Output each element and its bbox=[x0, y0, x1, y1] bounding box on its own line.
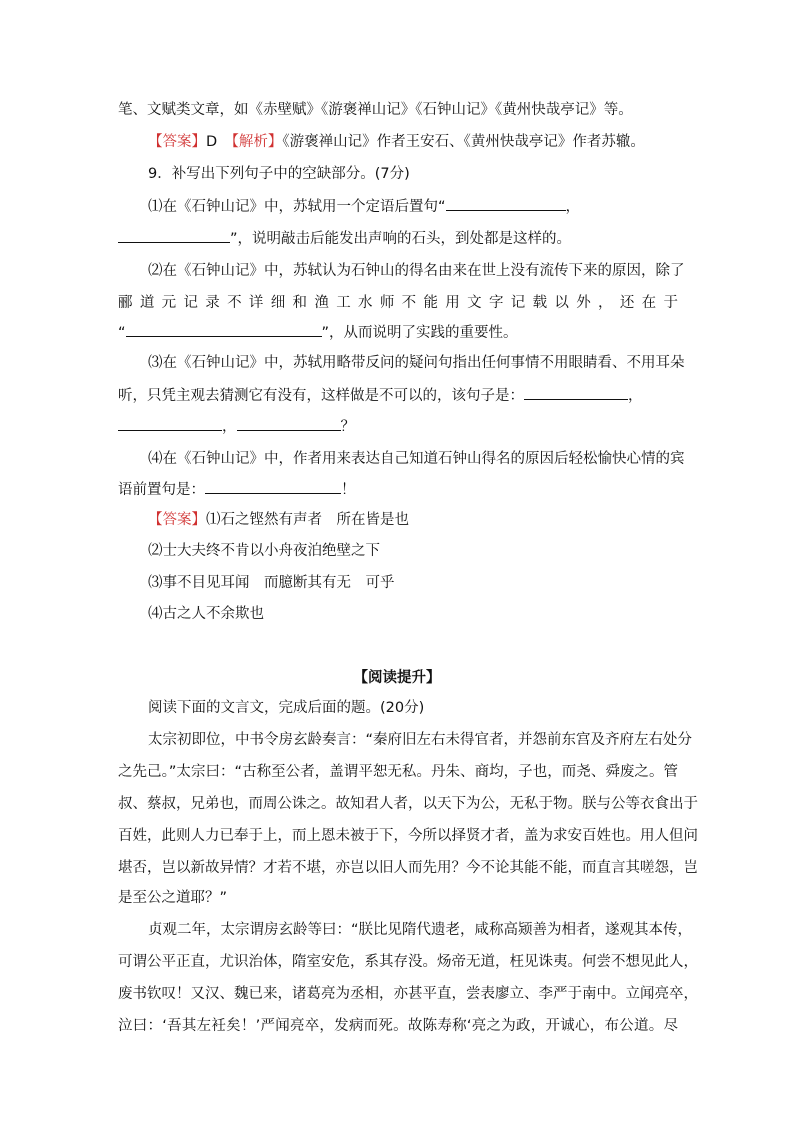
analysis-text: 《游褒禅山记》作者王安石、《黄州快哉亭记》作者苏辙。 bbox=[282, 134, 645, 150]
text-fragment: ”，从而说明了实践的重要性。 bbox=[321, 325, 518, 341]
passage-line: 太宗初即位，中书令房玄龄奏言：“秦府旧左右未得官者，并怨前东宫及齐府左右处分 bbox=[148, 732, 693, 748]
answer-tag: 【答案】 bbox=[148, 134, 206, 150]
passage-line: 堪否，岂以新故异情？才若不堪，亦岂以旧人而先用？今不论其能不能，而直言其嗟怨，岂 bbox=[118, 860, 698, 876]
question-9-item-2: ⑵在《石钟山记》中，苏轼认为石钟山的得名由来在世上没有流传下来的原因，除了 bbox=[148, 263, 685, 279]
fill-blank[interactable] bbox=[446, 196, 566, 211]
question-9-item-3: ⑶在《石钟山记》中，苏轼用略带反问的疑问句指出任何事情不用眼睛看、不用耳朵 bbox=[148, 355, 685, 371]
question-9-item-1 bbox=[148, 196, 678, 217]
text-fragment: ？ bbox=[340, 419, 355, 435]
q9-answer-line-2: ⑵士大夫终不肯以小舟夜泊绝壁之下 bbox=[148, 543, 380, 559]
passage-line: 可谓公平正直，尤识治体，隋室安危，系其存没。炀帝无道，枉见诛夷。何尝不想见此人， bbox=[118, 954, 698, 970]
text-line: 笔、文赋类文章，如《赤壁赋》《游褒禅山记》《石钟山记》《黄州快哉亭记》等。 bbox=[118, 102, 633, 118]
fill-blank[interactable] bbox=[118, 416, 222, 431]
fill-blank[interactable] bbox=[237, 416, 341, 431]
passage-line: 贞观二年，太宗谓房玄龄等曰：“朕比见隋代遗老，咸称高颎善为相者，遂观其本传， bbox=[148, 922, 693, 938]
text-fragment: ”，说明敲击后能发出声响的石头，到处都是这样的。 bbox=[230, 231, 572, 247]
fill-blank[interactable] bbox=[205, 479, 341, 494]
passage-line: 之先己。”太宗曰：“古称至公者，盖谓平恕无私。丹朱、商均，子也，而尧、舜废之。管 bbox=[118, 764, 678, 780]
text-fragment: 听，只凭主观去猜测它有没有，这样做是不可以的，该句子是： bbox=[118, 388, 524, 404]
question-9-stem: 9．补写出下列句子中的空缺部分。(7分) bbox=[148, 166, 410, 182]
text-fragment: ， bbox=[222, 419, 237, 435]
passage-line: 废书钦叹！又汉、魏已来，诸葛亮为丞相，亦甚平直，尝表廖立、李严于南中。立闻亮卒， bbox=[118, 986, 698, 1002]
question-9-item-3-cont bbox=[118, 385, 678, 406]
text-fragment: ！ bbox=[341, 482, 356, 498]
q9-answer-line-3: ⑶事不目见耳闻 而臆断其有无 可乎 bbox=[148, 575, 395, 591]
text-fragment: ， bbox=[628, 388, 643, 404]
q8-answer-line bbox=[148, 132, 708, 152]
question-9-item-3-blank-line bbox=[118, 416, 678, 437]
question-9-item-4-cont bbox=[118, 479, 678, 500]
section-title: 【阅读提升】 bbox=[353, 670, 441, 686]
passage-line: 泣曰：‘吾其左衽矣！’严闻亮卒，发病而死。故陈寿称‘亮之为政，开诚心，布公道。尽 bbox=[118, 1018, 678, 1034]
question-9-item-1-cont bbox=[118, 228, 678, 249]
text-fragment: ⑴在《石钟山记》中，苏轼用一个定语后置句“ bbox=[148, 199, 446, 215]
answer-value: D bbox=[206, 134, 218, 150]
fill-blank[interactable] bbox=[524, 385, 628, 400]
answer-text: ⑴石之铿然有声者 所在皆是也 bbox=[206, 512, 409, 528]
question-9-item-4: ⑷在《石钟山记》中，作者用来表达自己知道石钟山得名的原因后轻松愉快心情的宾 bbox=[148, 451, 685, 467]
q9-answer-line-1 bbox=[148, 510, 708, 530]
answer-tag: 【答案】 bbox=[148, 512, 206, 528]
passage-line: 是至公之道耶？” bbox=[118, 890, 228, 906]
passage-line: 百姓，此则人力已奉于上，而上恩未被于下，今所以择贤才者，盖为求安百姓也。用人但问 bbox=[118, 828, 698, 844]
reading-intro: 阅读下面的文言文，完成后面的题。(20分) bbox=[148, 700, 425, 716]
analysis-tag: 【解析】 bbox=[231, 134, 283, 150]
q9-answer-line-4: ⑷古之人不余欺也 bbox=[148, 606, 264, 622]
text-fragment: 语前置句是： bbox=[118, 482, 205, 498]
fill-blank[interactable] bbox=[126, 322, 322, 337]
text-fragment: “ bbox=[118, 325, 126, 341]
fill-blank[interactable] bbox=[118, 228, 230, 243]
question-9-item-2-cont: 郦道元记录不详细和渔工水师不能用文字记载以外，还在于 bbox=[118, 295, 678, 311]
question-9-item-2-blank-line bbox=[118, 322, 678, 343]
text-fragment: ， bbox=[565, 199, 581, 215]
passage-line: 叔、蔡叔，兄弟也，而周公诛之。故知君人者，以天下为公，无私于物。朕与公等衣食出于 bbox=[118, 796, 698, 812]
